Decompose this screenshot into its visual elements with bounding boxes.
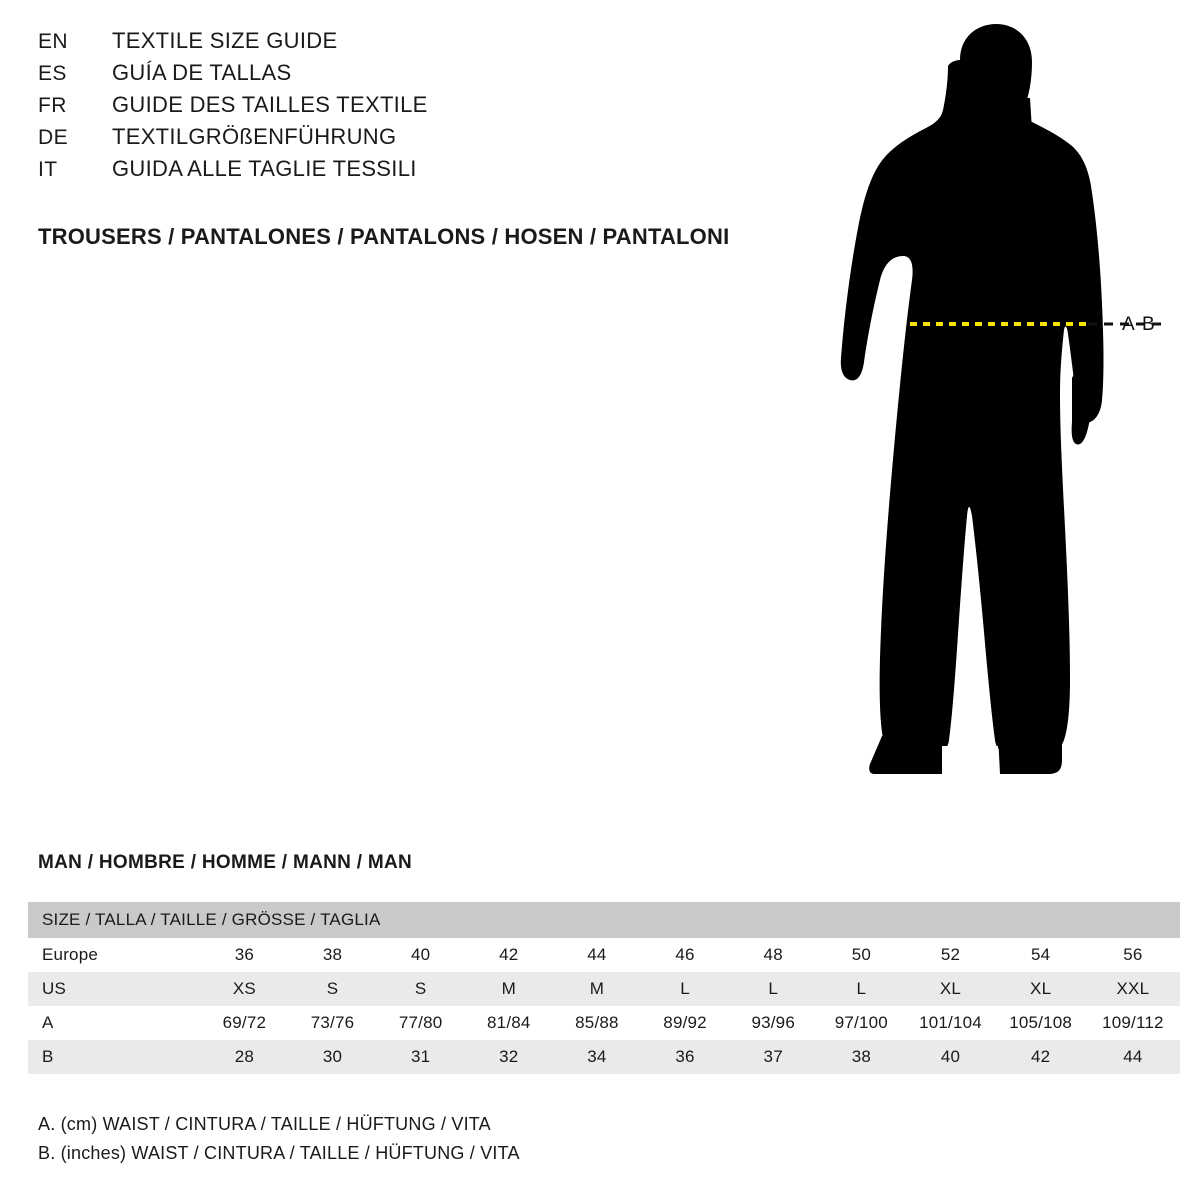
table-cell: 38 [817, 1040, 905, 1074]
language-code: EN [38, 30, 68, 53]
table-cell: XL [905, 972, 995, 1006]
table-cell: 36 [200, 938, 288, 972]
table-section-title: MAN / HOMBRE / HOMME / MANN / MAN [38, 852, 413, 873]
table-cell: XL [996, 972, 1086, 1006]
table-cell: 40 [377, 938, 465, 972]
row-label: Europe [28, 938, 200, 972]
garment-title: TROUSERS / PANTALONES / PANTALONS / HOSEN / PANTALONI [38, 224, 730, 249]
table-cell: 56 [1086, 938, 1180, 972]
table-cell: 52 [905, 938, 995, 972]
table-row [28, 938, 1180, 972]
table-cell: L [641, 972, 729, 1006]
table-cell: 44 [1086, 1040, 1180, 1074]
row-label: B [28, 1040, 200, 1074]
silhouette-shape [841, 24, 1104, 752]
table-cell: 37 [729, 1040, 817, 1074]
size-table [28, 902, 1180, 1074]
table-header-row [28, 902, 1180, 938]
footnotes [38, 1110, 520, 1168]
footnote-b: B. (inches) WAIST / CINTURA / TAILLE / HÜFTUNG / VITA [38, 1143, 520, 1163]
table-row [28, 972, 1180, 1006]
table-cell: 93/96 [729, 1006, 817, 1040]
table-cell: XXL [1086, 972, 1180, 1006]
measure-label-ab: A-B [1122, 314, 1156, 335]
table-cell: 54 [996, 938, 1086, 972]
silhouette-foot-left [869, 736, 942, 774]
language-code: FR [38, 94, 67, 117]
silhouette-foot-right [998, 734, 1062, 774]
language-row [38, 156, 798, 188]
table-cell: 50 [817, 938, 905, 972]
table-cell: L [817, 972, 905, 1006]
table-cell: 36 [641, 1040, 729, 1074]
table-cell: 42 [465, 938, 553, 972]
language-row [38, 92, 798, 124]
table-cell: 89/92 [641, 1006, 729, 1040]
table-cell: S [288, 972, 376, 1006]
language-code: ES [38, 62, 67, 85]
table-cell: 73/76 [288, 1006, 376, 1040]
language-row [38, 60, 798, 92]
footnote-a: A. (cm) WAIST / CINTURA / TAILLE / HÜFTUNG / VITA [38, 1114, 491, 1134]
language-text: GUÍA DE TALLAS [112, 60, 292, 85]
table-cell: 85/88 [553, 1006, 641, 1040]
language-code: IT [38, 158, 58, 181]
hem-notch [942, 746, 998, 774]
table-cell: L [729, 972, 817, 1006]
table-cell: 109/112 [1086, 1006, 1180, 1040]
table-cell: 32 [465, 1040, 553, 1074]
table-cell: 77/80 [377, 1006, 465, 1040]
silhouette-neck [948, 98, 1032, 130]
table-cell: 48 [729, 938, 817, 972]
table-cell: 81/84 [465, 1006, 553, 1040]
language-text: GUIDA ALLE TAGLIE TESSILI [112, 156, 417, 181]
table-cell: 105/108 [996, 1006, 1086, 1040]
table-cell: 34 [553, 1040, 641, 1074]
language-row [38, 28, 798, 60]
table-cell: 46 [641, 938, 729, 972]
language-text: TEXTILE SIZE GUIDE [112, 28, 338, 53]
language-row [38, 124, 798, 156]
table-cell: M [465, 972, 553, 1006]
language-text: GUIDE DES TAILLES TEXTILE [112, 92, 428, 117]
language-list [38, 28, 798, 188]
table-cell: 69/72 [200, 1006, 288, 1040]
language-code: DE [38, 126, 68, 149]
table-row [28, 1040, 1180, 1074]
table-cell: 31 [377, 1040, 465, 1074]
table-row [28, 1006, 1180, 1040]
table-cell: 44 [553, 938, 641, 972]
table-cell: 97/100 [817, 1006, 905, 1040]
table-cell: M [553, 972, 641, 1006]
table-cell: 40 [905, 1040, 995, 1074]
language-text: TEXTILGRÖßENFÜHRUNG [112, 124, 397, 149]
table-cell: 38 [288, 938, 376, 972]
table-cell: XS [200, 972, 288, 1006]
row-label: A [28, 1006, 200, 1040]
table-header-cell: SIZE / TALLA / TAILLE / GRÖSSE / TAGLIA [28, 902, 1180, 938]
table-cell: 28 [200, 1040, 288, 1074]
man-silhouette-figure [810, 18, 1190, 808]
row-label: US [28, 972, 200, 1006]
table-cell: 42 [996, 1040, 1086, 1074]
table-cell: 101/104 [905, 1006, 995, 1040]
table-cell: 30 [288, 1040, 376, 1074]
table-cell: S [377, 972, 465, 1006]
